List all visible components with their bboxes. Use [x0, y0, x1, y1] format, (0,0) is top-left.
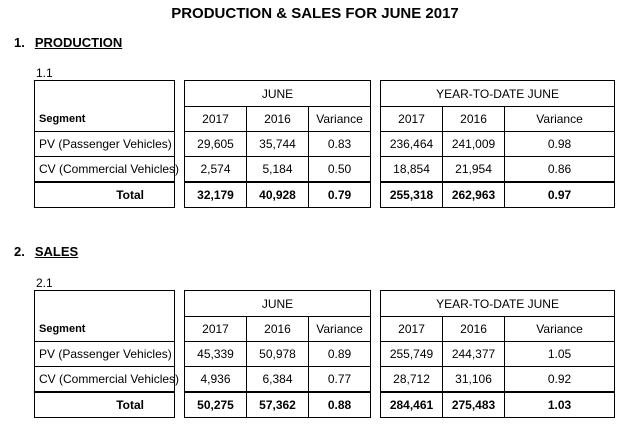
section-title: SALES	[34, 244, 79, 259]
total-cell: 57,362	[247, 392, 309, 418]
separator	[371, 392, 381, 418]
table-cell: 0.92	[505, 367, 615, 393]
column-header: 2016	[247, 107, 309, 132]
separator	[371, 367, 381, 393]
separator	[175, 182, 185, 208]
group-header-june: JUNE	[185, 291, 371, 317]
section-number: 1.	[14, 35, 25, 50]
column-header: 2016	[247, 317, 309, 342]
separator	[371, 132, 381, 157]
row-label: PV (Passenger Vehicles)	[35, 132, 175, 157]
row-label: CV (Commercial Vehicles)	[35, 367, 175, 393]
table-cell: 2,574	[185, 157, 247, 183]
column-header: 2017	[381, 107, 443, 132]
total-label: Total	[35, 392, 175, 418]
separator	[371, 182, 381, 208]
table-cell: 0.89	[309, 342, 371, 367]
total-cell: 284,461	[381, 392, 443, 418]
column-header: Variance	[309, 317, 371, 342]
column-header: 2017	[185, 107, 247, 132]
table-cell: 0.98	[505, 132, 615, 157]
group-header-ytd: YEAR-TO-DATE JUNE	[381, 81, 615, 107]
group-header-ytd: YEAR-TO-DATE JUNE	[381, 291, 615, 317]
table-cell: 35,744	[247, 132, 309, 157]
page-title: PRODUCTION & SALES FOR JUNE 2017	[171, 5, 459, 22]
separator	[175, 342, 185, 367]
table-cell: 31,106	[443, 367, 505, 393]
segment-header: Segment	[35, 291, 175, 342]
column-header: Variance	[505, 317, 615, 342]
column-header: 2017	[185, 317, 247, 342]
total-cell: 0.88	[309, 392, 371, 418]
column-header: 2016	[443, 107, 505, 132]
row-label: CV (Commercial Vehicles)	[35, 157, 175, 183]
section-heading-sales	[14, 244, 78, 259]
table-row	[35, 367, 615, 393]
table-cell: 6,384	[247, 367, 309, 393]
table-cell: 1.05	[505, 342, 615, 367]
column-header: Variance	[309, 107, 371, 132]
separator	[175, 132, 185, 157]
table-row	[35, 132, 615, 157]
segment-header: Segment	[35, 81, 175, 132]
total-cell: 0.79	[309, 182, 371, 208]
separator	[175, 81, 185, 132]
total-cell: 275,483	[443, 392, 505, 418]
column-header: Variance	[505, 107, 615, 132]
separator	[371, 342, 381, 367]
table-cell: 5,184	[247, 157, 309, 183]
total-cell: 255,318	[381, 182, 443, 208]
table-cell: 4,936	[185, 367, 247, 393]
table-cell: 45,339	[185, 342, 247, 367]
table-cell: 21,954	[443, 157, 505, 183]
subsection-number: 1.1	[36, 66, 53, 80]
total-cell: 50,275	[185, 392, 247, 418]
section-title: PRODUCTION	[34, 35, 123, 50]
total-row	[35, 182, 615, 208]
total-cell: 0.97	[505, 182, 615, 208]
row-label: PV (Passenger Vehicles)	[35, 342, 175, 367]
section-number: 2.	[14, 244, 25, 259]
column-header: 2016	[443, 317, 505, 342]
table-cell: 0.86	[505, 157, 615, 183]
table-cell: 18,854	[381, 157, 443, 183]
separator	[371, 157, 381, 183]
table-cell: 236,464	[381, 132, 443, 157]
table-row	[35, 157, 615, 183]
table-cell: 255,749	[381, 342, 443, 367]
subsection-number: 2.1	[36, 276, 53, 290]
sales-table	[34, 290, 615, 418]
separator	[371, 81, 381, 132]
separator	[371, 291, 381, 342]
production-table	[34, 80, 615, 208]
table-cell: 0.77	[309, 367, 371, 393]
separator	[175, 291, 185, 342]
table-row	[35, 342, 615, 367]
header-row-groups	[35, 291, 615, 317]
table-cell: 28,712	[381, 367, 443, 393]
group-header-june: JUNE	[185, 81, 371, 107]
total-row	[35, 392, 615, 418]
separator	[175, 392, 185, 418]
header-row-groups	[35, 81, 615, 107]
section-heading-production	[14, 35, 122, 50]
table-cell: 241,009	[443, 132, 505, 157]
total-label: Total	[35, 182, 175, 208]
table-cell: 244,377	[443, 342, 505, 367]
total-cell: 1.03	[505, 392, 615, 418]
table-cell: 29,605	[185, 132, 247, 157]
column-header: 2017	[381, 317, 443, 342]
total-cell: 40,928	[247, 182, 309, 208]
table-cell: 50,978	[247, 342, 309, 367]
table-cell: 0.50	[309, 157, 371, 183]
total-cell: 262,963	[443, 182, 505, 208]
table-cell: 0.83	[309, 132, 371, 157]
total-cell: 32,179	[185, 182, 247, 208]
